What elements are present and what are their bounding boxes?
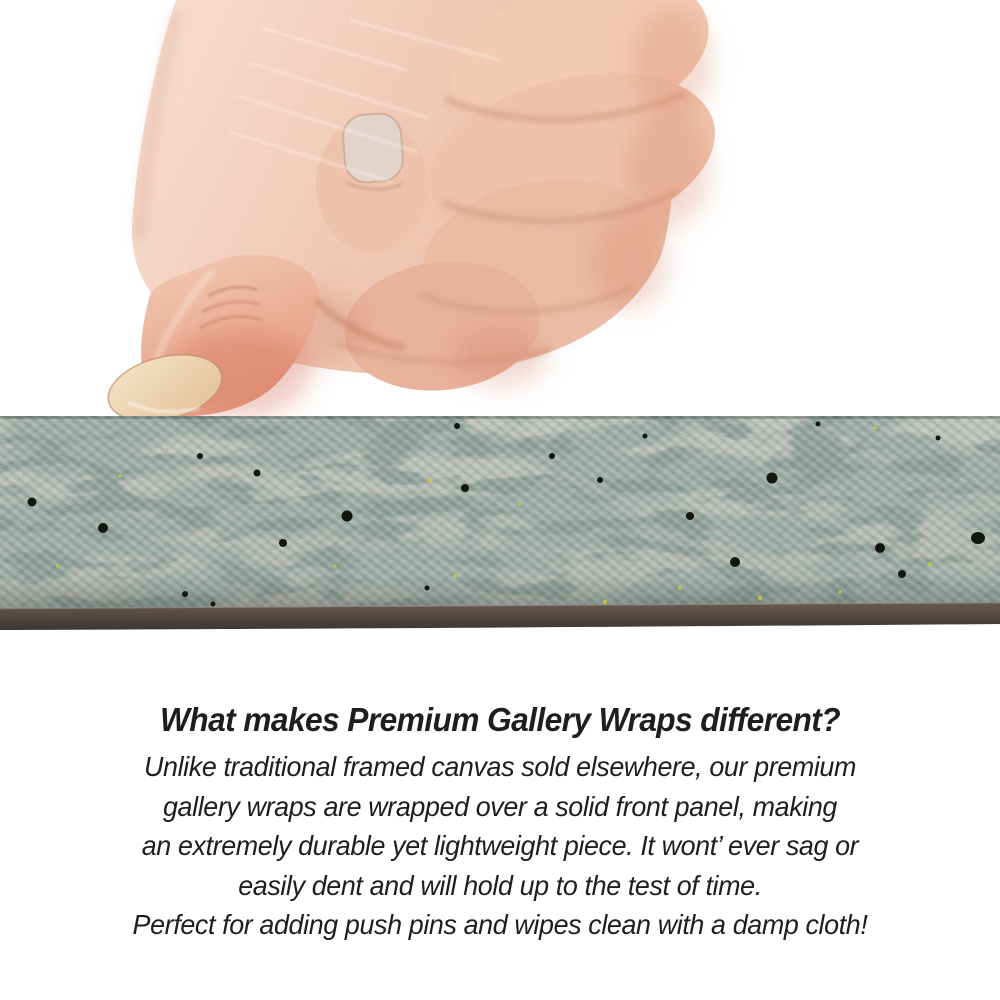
hand-photo: [0, 0, 1000, 430]
canvas-edge-illustration: [0, 416, 1000, 631]
caption-line-1: Unlike traditional framed canvas sold elsewhere, our premium: [143, 751, 857, 782]
caption-heading: What makes Premium Gallery Wraps different?: [159, 701, 841, 738]
canvas-fabric: [0, 416, 1000, 614]
index-fingernail: [342, 112, 405, 184]
hand-illustration: [0, 0, 1000, 430]
caption-line-5: Perfect for adding push pins and wipes clean with a damp cloth!: [132, 909, 868, 940]
canvas-top-edge-line: [0, 416, 1000, 419]
canvas-edge-photo: [0, 416, 1000, 631]
caption-line-3: an extremely durable yet lightweight piece. It wont’ ever sag or: [141, 830, 859, 861]
caption-line-4: easily dent and will hold up to the test of time.: [238, 869, 762, 901]
caption-line-2: gallery wraps are wrapped over a solid front panel, making: [162, 790, 837, 822]
caption-block: [20, 698, 980, 945]
thumb: [101, 255, 319, 431]
